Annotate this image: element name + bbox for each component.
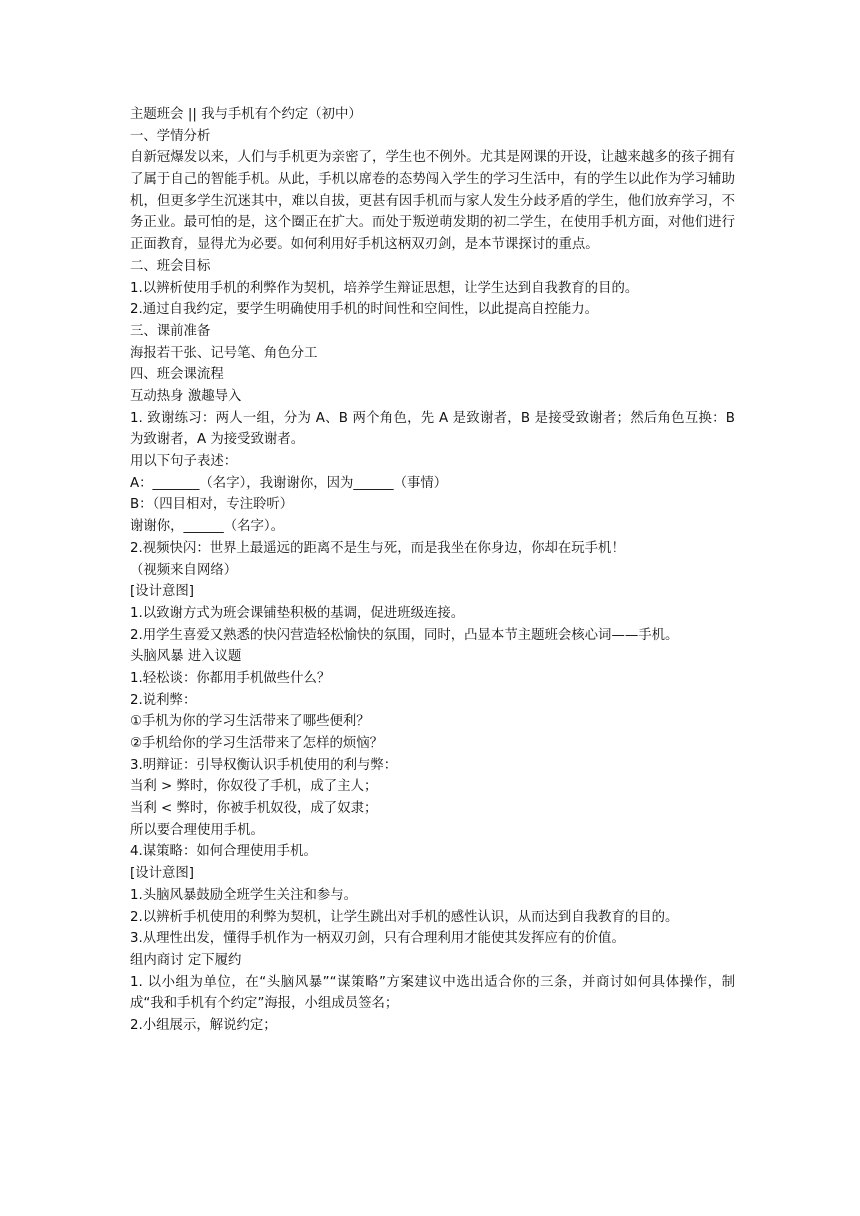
section-heading: 一、学情分析: [130, 128, 211, 144]
text-line: 当利 > 弊时，你奴役了手机，成了主人；: [130, 779, 378, 795]
section-heading: 四、班会课流程: [130, 367, 224, 383]
text-line: 3.明辩证：引导权衡认识手机使用的利与弊：: [130, 757, 398, 773]
text-line: 2.通过自我约定，要学生明确使用手机的时间性和空间性，以此提高自控能力。: [130, 302, 599, 318]
paragraph: 1. 以小组为单位，在“头脑风暴”“谋策略”方案建议中选出适合你的三条，并商讨如何具体操作，制成“我和手机有个约定”海报，小组成员签名；: [130, 974, 735, 1012]
text-line: 2.小组展示，解说约定；: [130, 1018, 277, 1034]
section-heading: 三、课前准备: [130, 323, 211, 339]
subsection-heading: 头脑风暴 进入议题: [130, 649, 242, 665]
text-line: 1.以辨析使用手机的利弊作为契机，培养学生辩证思想，让学生达到自我教育的目的。: [130, 280, 639, 296]
text-line: 2.用学生喜爱又熟悉的快闪营造轻松愉快的氛围，同时，凸显本节主题班会核心词——手机。: [130, 627, 679, 643]
document-body: [130, 104, 735, 1037]
design-intent-label: [设计意图]: [130, 584, 195, 600]
text-line: 2.视频快闪：世界上最遥远的距离不是生与死，而是我坐在你身边，你却在玩手机！: [130, 540, 625, 556]
text-line: 1.头脑风暴鼓励全班学生关注和参与。: [130, 887, 358, 903]
section-heading: 二、班会目标: [130, 258, 211, 274]
design-intent-label: [设计意图]: [130, 866, 195, 882]
text-line: 1.以致谢方式为班会课铺垫积极的基调，促进班级连接。: [130, 605, 465, 621]
text-line: （视频来自网络）: [130, 562, 238, 578]
text-line: 2.以辨析手机使用的利弊为契机，让学生跳出对手机的感性认识，从而达到自我教育的目的。: [130, 909, 679, 925]
text-line: ②手机给你的学习生活带来了怎样的烦恼？: [130, 736, 384, 752]
text-line: 当利 < 弊时，你被手机奴役，成了奴隶；: [130, 801, 378, 817]
paragraph: 1. 致谢练习：两人一组，分为 A、B 两个角色，先 A 是致谢者，B 是接受致谢者；然后角色互换：B 为致谢者，A 为接受致谢者。: [130, 410, 735, 448]
text-line: 2.说利弊：: [130, 692, 197, 708]
paragraph: 自新冠爆发以来，人们与手机更为亲密了，学生也不例外。尤其是网课的开设，让越来越多的孩子拥有了属于自己的智能手机。从此，手机以席卷的态势闯入学生的学习生活中，有的学生以此作为学习辅助机，但更多学生沉迷其中，难以自拔，更甚有因手机而与家人发生分歧矛盾的学生，他们放弃学习，不务正业。最可怕的是，这个圈正在扩大。而处于叛逆萌发期的初二学生，在使用手机方面，对他们进行正面教育，显得尤为必要。如何利用好手机这柄双刃剑，是本节课探讨的重点。: [130, 150, 735, 253]
text-line: B：（四目相对，专注聆听）: [130, 497, 294, 513]
text-line: 海报若干张、记号笔、角色分工: [130, 345, 318, 361]
text-line: 用以下句子表述：: [130, 454, 238, 470]
text-line: 所以要合理使用手机。: [130, 822, 264, 838]
text-line: 3.从理性出发，懂得手机作为一柄双刃剑，只有合理利用才能使其发挥应有的价值。: [130, 931, 625, 947]
document-title: 主题班会 || 我与手机有个约定（初中）: [130, 107, 362, 122]
text-line: 谢谢你，______（名字）。: [130, 519, 284, 535]
subsection-heading: 组内商讨 定下履约: [130, 952, 242, 968]
text-line: ①手机为你的学习生活带来了哪些便利？: [130, 714, 370, 730]
text-line: A：_______（名字），我谢谢你，因为______（事情）: [130, 475, 448, 491]
text-line: 4.谋策略：如何合理使用手机。: [130, 844, 317, 860]
text-line: 1.轻松谈：你都用手机做些什么？: [130, 670, 331, 686]
subsection-heading: 互动热身 激趣导入: [130, 389, 242, 405]
